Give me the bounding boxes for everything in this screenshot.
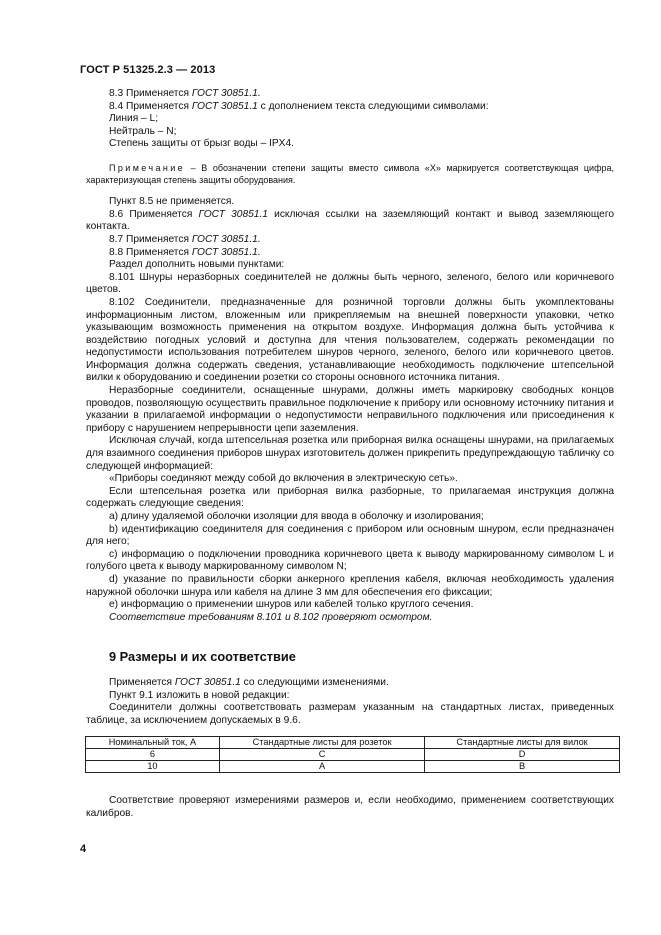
list-item-e: e) информацию о применении шнуров или кабелей только круглого сечения. [109, 599, 474, 611]
table-cell: A [219, 761, 424, 773]
section-applied: Применяется ГОСТ 30851.1 со следующими изменениями. [109, 676, 389, 688]
table-row [86, 749, 620, 761]
table-cell: B [425, 761, 620, 773]
table-cell: D [425, 749, 620, 761]
clause-9-1: Пункт 9.1 изложить в новой редакции: [109, 689, 290, 701]
connectors-requirement: Соединители должны соответствовать размерам указанным на стандартных листах, приведенных таблице, за исключением допускаемых в 9.6. [86, 702, 614, 726]
table-header-cell: Стандартные листы для вилок [425, 737, 620, 749]
symbol-line: Линия – L; [109, 113, 159, 125]
list-item-d: d) указание по правильности сборки анкерного крепления кабеля, включая необходимость удаления наружной оболочки шнура или кабеля на длине 3 мм для обеспечения его фиксации; [86, 573, 614, 598]
standard-reference: ГОСТ 30851.1. [191, 246, 261, 258]
sizes-table [85, 736, 620, 773]
note [86, 163, 614, 186]
compliance-check: Соответствие требованиям 8.101 и 8.102 проверяют осмотром. [109, 611, 433, 623]
table-header-cell: Стандартные листы для розеток [219, 737, 424, 749]
add-points: Раздел дополнить новыми пунктами: [109, 259, 285, 271]
paragraph-nonseparable: Неразборные соединители, оснащенные шнурами, должны иметь маркировку свободных концов проводов, позволяющую осуществить правильное подключение к прибору или основному источнику питания и указании в прилагаемой информации о недопустимости неправильного подключения или присоединения к прибору с нарушением непрерывности цепи заземления. [86, 385, 614, 434]
list-item-b: b) идентификацию соединителя для соединения с прибором или основным шнуром, если предназначен для него; [86, 523, 614, 548]
list-item-a: а) длину удаляемой оболочки изоляции для ввода в оболочку и изолирования; [109, 511, 484, 522]
standard-reference: ГОСТ 30851.1 [174, 676, 241, 688]
clause-8-8: 8.8 Применяется ГОСТ 30851.1. [109, 246, 261, 258]
clause-8-3: 8.3 Применяется ГОСТ 30851.1. [109, 88, 261, 99]
note-label: Примечание [109, 162, 186, 173]
table-row [86, 761, 620, 773]
document-header: ГОСТ Р 51325.2.3 — 2013 [80, 64, 216, 76]
symbol-ipx4: Степень защиты от брызг воды – IPX4. [109, 138, 294, 150]
clause-8-4: 8.4 Применяется ГОСТ 30851.1 с дополнением текста следующими символами: [109, 100, 489, 112]
section-title: 9 Размеры и их соответствие [109, 649, 296, 665]
measurement-check: Соответствие проверяют измерениями размеров и, если необходимо, применением соответствующих калибров. [86, 795, 614, 819]
table-cell: 6 [86, 749, 220, 761]
paragraph-except: Исключая случай, когда штепсельная розетка или приборная вилка оснащены шнурами, на прилагаемых для взаимного соединения приборов шнурах изготовитель должен прикрепить предупреждающую табличку со следующей информацией: [86, 435, 614, 472]
note-text: – В обозначении степени защиты вместо символа «X» маркируется соответствующая цифра, характеризующая степень защиты оборудования. [86, 162, 614, 185]
list-item-c: c) информацию о подключении проводника коричневого цвета к выводу маркированному символом L и голубого цвета к выводу маркированному символом N; [86, 548, 614, 573]
warning-quote: «Приборы соединяют между собой до включения в электрическую сеть». [109, 473, 458, 485]
document-body [86, 88, 614, 821]
standard-reference: ГОСТ 30851.1 [198, 208, 268, 220]
clause-8-101: 8.101 Шнуры неразборных соединителей не должны быть черного, зеленого, белого или коричневого цветов. [86, 271, 614, 296]
clause-8-6: 8.6 Применяется ГОСТ 30851.1 исключая ссылки на заземляющий контакт и вывод заземляющего контакта. [86, 208, 614, 233]
clause-8-7: 8.7 Применяется ГОСТ 30851.1. [109, 233, 261, 245]
paragraph-separable: Если штепсельная розетка или приборная вилка разборные, то прилагаемая инструкция должна содержать следующие сведения: [86, 485, 614, 510]
table-header-row [86, 737, 620, 749]
table-cell: C [219, 749, 424, 761]
page-number: 4 [80, 843, 87, 855]
standard-reference: ГОСТ 30851.1. [191, 233, 261, 245]
table-cell: 10 [86, 761, 220, 773]
clause-8-5: Пункт 8.5 не применяется. [109, 196, 235, 208]
standard-reference: ГОСТ 30851.1. [191, 88, 261, 99]
standard-reference: ГОСТ 30851.1 [191, 100, 258, 112]
table-header-cell: Номинальный ток, А [86, 737, 220, 749]
symbol-neutral: Нейтраль – N; [109, 125, 177, 137]
clause-8-102: 8.102 Соединители, предназначенные для розничной торговли должны быть укомплектованы информационным листом, вложенным или прикрепляемым на внешней поверхности упаковки, четко указывающим возможность применения на открытом воздухе. Информация должна быть устойчива к воздействию погодных условий и доступна для чтения пользователем, содержать рекомендации по недопустимости использования потребителем шнуров черного, зеленого, белого или коричневого цветов. Информация должна содержать сведения, устанавливающие необходимость подключение штепсельной вилки к оборудованию и соединении розетки со стороны основного источника питания. [86, 296, 614, 384]
